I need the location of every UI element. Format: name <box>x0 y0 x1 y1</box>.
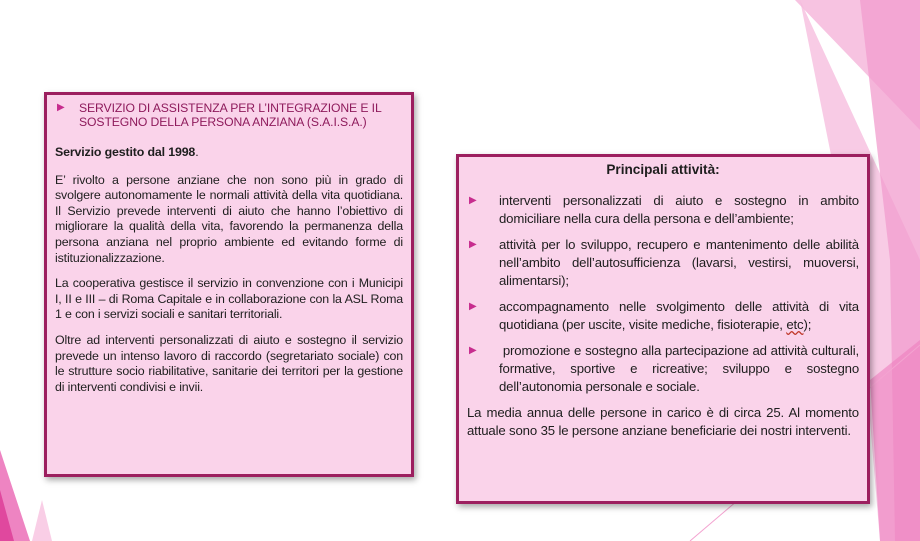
main-activities-box <box>456 154 870 504</box>
activity-text: attività per lo sviluppo, recupero e mantenimento delle abilità nell’ambito dell’autosufficienza (lavarsi, vestirsi, muoversi, alimentarsi); <box>499 237 859 288</box>
activity-text-accompaniment <box>499 298 859 334</box>
activity-text: interventi personalizzati di aiuto e sostegno in ambito domiciliare nella cura della persona e dell’ambiente; <box>499 193 859 226</box>
saisa-description-box <box>44 92 414 477</box>
activity-item <box>467 192 859 228</box>
service-since-text: Servizio gestito dal 1998 <box>55 145 196 159</box>
beneficiaries-note: La media annua delle persone in carico è di circa 25. Al momento attuale sono 35 le persone anziane beneficiarie dei nostri interventi. <box>467 405 859 438</box>
paragraph-target-users: E’ rivolto a persone anziane che non sono più in grado di svolgere autonomamente le normali attività della vita quotidiana. Il Servizio prevede interventi di aiuto che hanno l’obiettivo di migliorare la qualità della vita, favorendo la permanenza della persona anziana nel proprio ambiente ed evitando forme di istituzionalizzazione. <box>55 172 403 265</box>
activity-item <box>467 298 859 334</box>
arrow-bullet-icon: ▶ <box>469 301 477 312</box>
activity-item <box>467 236 859 290</box>
saisa-title: SERVIZIO DI ASSISTENZA PER L’INTEGRAZIONE E IL SOSTEGNO DELLA PERSONA ANZIANA (S.A.I.S.A.) <box>79 101 382 129</box>
activities-title: Principali attività: <box>606 162 720 177</box>
paragraph-coordination: Oltre ad interventi personalizzati di aiuto e sostegno il servizio prevede un intenso lavoro di raccordo (segretariato sociale) con le strutture socio riabilitative, sanitarie dei territori per la gestione di interventi condivisi e invii. <box>55 332 403 394</box>
activity-text: accompagnamento nelle svolgimento delle attività di vita quotidiana (per uscite, visite mediche, fisioterapie, <box>499 299 859 332</box>
arrow-bullet-icon: ▶ <box>57 102 65 113</box>
arrow-bullet-icon: ▶ <box>469 345 477 356</box>
activity-text: promozione e sostegno alla partecipazione ad attività culturali, formative, sportive e ricreative; sviluppo e sostegno dell’autonomia personale e sociale. <box>499 343 863 394</box>
service-since-line <box>55 145 403 161</box>
service-since-period: . <box>195 145 199 159</box>
activity-item <box>467 342 863 396</box>
paragraph-cooperative: La cooperativa gestisce il servizio in convenzione con i Municipi I, II e III – di Roma Capitale e in collaborazione con la ASL Roma 1 e con i servizi sociali e sanitari territoriali. <box>55 276 403 322</box>
arrow-bullet-icon: ▶ <box>469 239 477 250</box>
activity-text-end: ); <box>803 317 812 332</box>
saisa-title-row <box>55 101 403 129</box>
etc-underlined: etc <box>786 317 804 332</box>
arrow-bullet-icon: ▶ <box>469 195 477 206</box>
